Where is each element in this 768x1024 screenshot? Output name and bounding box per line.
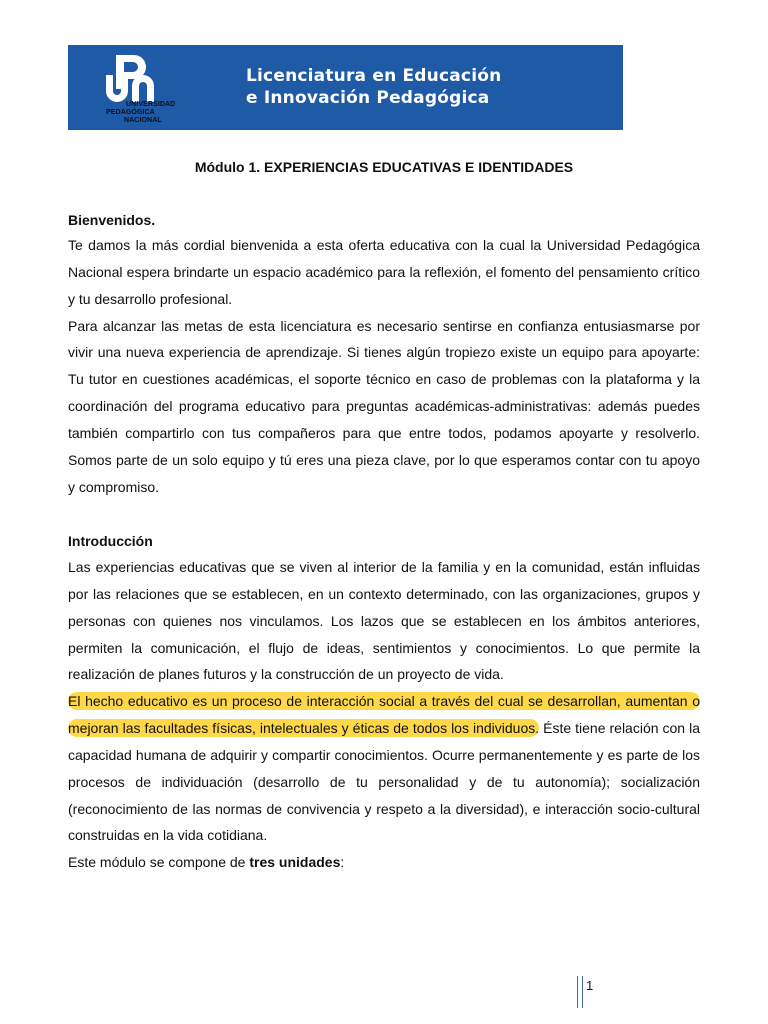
page-number-bar — [577, 976, 583, 1008]
introduccion-paragraph-2 — [68, 688, 700, 849]
introduccion-paragraph-1: Las experiencias educativas que se viven al interior de la familia y en la comunidad, están influidas por las relaciones que se establecen, en un contexto determinado, con las organizaciones, grupos y personas con quienes nos vinculamos. Los lazos que se establecen en los ámbitos anteriores, permiten la comunicación, el flujo de ideas, sentimientos y conocimientos. Lo que permite la realización de planes futuros y la construcción de un proyecto de vida. — [68, 559, 700, 683]
bienvenidos-body — [68, 232, 700, 500]
banner-title — [246, 65, 501, 109]
module-heading: Módulo 1. EXPERIENCIAS EDUCATIVAS E IDENTIDADES — [194, 159, 574, 175]
banner-title-line-1: Licenciatura en Educación — [246, 66, 502, 86]
highlighted-sentence: El hecho educativo es un proceso de interacción social a través del cual se desarrollan, aumentan o mejoran las facultades físicas, intelectuales y éticas de todos los individuos. — [68, 693, 700, 737]
logo-line-3: NACIONAL — [124, 117, 162, 124]
introduccion-heading: Introducción — [68, 533, 153, 549]
upn-logo — [102, 51, 192, 125]
upn-logo-mark-icon — [102, 51, 162, 103]
units-intro-text: Este módulo se compone de — [68, 854, 250, 871]
introduccion-body — [68, 554, 700, 876]
header-banner — [68, 45, 623, 130]
logo-line-2: PEDAGÓGICA — [106, 109, 155, 116]
bienvenidos-paragraph-1: Te damos la más cordial bienvenida a esta oferta educativa con la cual la Universidad Pedagógica Nacional espera brindarte un espacio académico para la reflexión, el fomento del pensamiento crítico y tu desarrollo profesional. — [68, 237, 700, 307]
page-number: 1 — [586, 978, 594, 993]
logo-line-1: UNIVERSIDAD — [126, 101, 176, 108]
units-bold-text: tres unidades — [249, 854, 341, 871]
bienvenidos-heading: Bienvenidos. — [68, 212, 156, 228]
units-colon: : — [340, 854, 345, 871]
bienvenidos-paragraph-2: Para alcanzar las metas de esta licenciatura es necesario sentirse en confianza entusiasmarse por vivir una nueva experiencia de aprendizaje. Si tienes algún tropiezo existe un equipo para apoyarte: Tu tutor en cuestiones académicas, el soporte técnico en caso de problemas con la plataforma y la coordinación del programa educativo para preguntas académicas-administrativas: además puedes también compartirlo con tus compañeros para que entre todos, podamos apoyarte y resolverlo. Somos parte de un solo equipo y tú eres una pieza clave, por lo que esperamos contar con tu apoyo y compromiso. — [68, 317, 700, 495]
banner-title-line-2: e Innovación Pedagógica — [246, 88, 490, 108]
introduccion-paragraph-2-rest: Éste tiene relación con la capacidad humana de adquirir y compartir conocimientos. Ocurre permanentemente y es parte de los procesos de individuación (desarrollo de tu personalidad y de tu autonomía); socialización (reconocimiento de las normas de convivencia y respeto a la diversidad), e interacción socio-cultural construidas en la vida cotidiana. — [68, 720, 700, 844]
introduccion-paragraph-3 — [68, 849, 700, 876]
